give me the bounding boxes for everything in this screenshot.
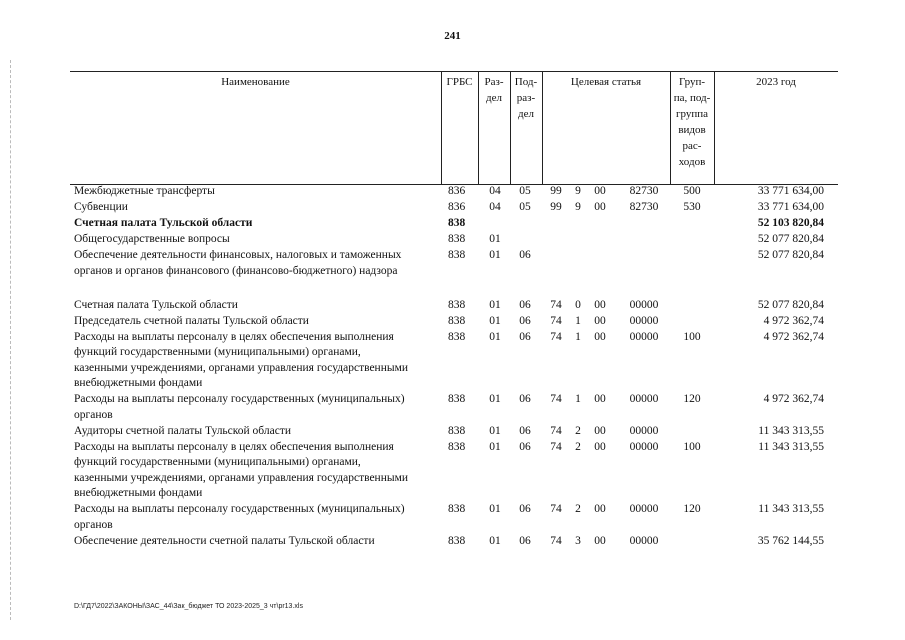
amount-cell: 4 972 362,74 — [763, 393, 824, 405]
row-name-line: внебюджетными фондами — [74, 377, 203, 389]
razdel-cell: 01 — [489, 393, 501, 405]
target-part4-cell: 00000 — [629, 330, 659, 343]
grbs-cell: 838 — [448, 424, 466, 437]
grbs-cell: 838 — [448, 330, 466, 343]
vid-cell: 100 — [683, 330, 701, 343]
row-name-line: функций государственными (муниципальными) органами, — [74, 346, 361, 358]
header-year: 2023 год — [756, 76, 796, 88]
grbs-cell: 838 — [448, 249, 466, 261]
grbs-cell: 838 — [448, 503, 466, 515]
row-name-cell — [74, 200, 442, 216]
vid-cell: 120 — [683, 393, 701, 405]
row-name-line: органов — [74, 518, 113, 531]
target-part2-cell: 9 — [575, 185, 581, 197]
row-name-cell — [74, 248, 442, 279]
header-razdel — [478, 72, 510, 184]
header-vid-line: Груп- — [678, 76, 706, 88]
target-part3-cell: 00 — [594, 393, 606, 405]
target-part4-cell: 00000 — [629, 314, 659, 327]
row-name-cell — [74, 330, 442, 392]
header-razdel-line: Раз- — [484, 76, 504, 88]
row-name-cell — [74, 216, 442, 232]
target-part4-cell: 00000 — [629, 393, 659, 405]
grbs-cell: 836 — [448, 201, 466, 213]
table-header — [70, 71, 838, 185]
amount-cell: 11 343 313,55 — [758, 440, 824, 453]
target-part2-cell: 1 — [575, 330, 581, 343]
razdel-cell: 01 — [489, 233, 501, 245]
target-part3-cell: 00 — [594, 503, 606, 515]
grbs-cell: 838 — [448, 314, 466, 327]
razdel-cell: 01 — [489, 249, 501, 261]
target-part1-cell: 74 — [550, 393, 562, 405]
row-name-line: Расходы на выплаты персоналу в целях обеспечения выполнения — [74, 440, 394, 453]
target-part1-cell: 74 — [550, 534, 562, 547]
header-grbs: ГРБС — [446, 76, 473, 88]
row-name-cell — [74, 534, 442, 550]
row-name-line: органов — [74, 408, 113, 421]
amount-cell: 52 103 820,84 — [757, 217, 824, 229]
header-target: Целевая статья — [570, 76, 642, 88]
podrazdel-cell: 06 — [519, 298, 531, 311]
row-name-cell — [74, 184, 442, 200]
target-part3-cell: 00 — [594, 330, 606, 343]
target-part2-cell: 1 — [575, 314, 581, 327]
podrazdel-cell: 06 — [519, 393, 531, 405]
podrazdel-cell: 05 — [519, 185, 531, 197]
target-part1-cell: 99 — [550, 201, 562, 213]
header-vid-line: видов — [678, 124, 706, 136]
vid-cell: 120 — [683, 503, 701, 515]
razdel-cell: 04 — [489, 185, 501, 197]
row-name-line: функций государственными (муниципальными) органами, — [74, 456, 361, 468]
target-part3-cell: 00 — [594, 185, 606, 197]
amount-cell: 35 762 144,55 — [757, 534, 824, 547]
podrazdel-cell: 06 — [519, 249, 531, 261]
row-name-line: казенными учреждениями, органами управления государственными — [74, 471, 409, 484]
amount-cell: 33 771 634,00 — [757, 185, 824, 197]
target-part2-cell: 9 — [575, 201, 581, 213]
target-part1-cell: 74 — [550, 503, 562, 515]
row-name-cell — [74, 440, 442, 502]
target-part1-cell: 74 — [550, 298, 562, 311]
header-vid-line: ходов — [678, 156, 706, 168]
grbs-cell: 838 — [448, 393, 466, 405]
target-part4-cell: 00000 — [629, 440, 659, 453]
row-name-line: казенными учреждениями, органами управления государственными — [74, 361, 409, 374]
razdel-cell: 01 — [489, 314, 501, 327]
target-part3-cell: 00 — [594, 201, 606, 213]
target-part2-cell: 2 — [575, 440, 581, 453]
razdel-cell: 01 — [489, 440, 501, 453]
footer-file-path: D:\ГД7\2022\ЗАКОНЫ\ЗАС_44\Зак_бюджет ТО 2023-2025_3 чт\pr13.xls — [74, 603, 303, 610]
header-podrazdel-line: дел — [518, 108, 534, 120]
row-name-line: Субвенции — [74, 201, 128, 213]
razdel-cell: 01 — [489, 330, 501, 343]
grbs-cell: 838 — [448, 534, 466, 547]
row-name-line: Аудиторы счетной палаты Тульской области — [74, 424, 292, 437]
header-vid-line: рас- — [682, 140, 702, 152]
row-name-line: Расходы на выплаты персоналу в целях обеспечения выполнения — [74, 330, 394, 343]
target-part2-cell: 0 — [575, 298, 581, 311]
row-name-line: Расходы на выплаты персоналу государственных (муниципальных) — [74, 393, 405, 405]
amount-cell: 52 077 820,84 — [757, 298, 824, 311]
target-part3-cell: 00 — [594, 440, 606, 453]
target-part1-cell: 74 — [550, 330, 562, 343]
podrazdel-cell: 06 — [519, 330, 531, 343]
podrazdel-cell: 05 — [519, 201, 531, 213]
grbs-cell: 838 — [448, 233, 466, 245]
row-name-cell — [74, 392, 442, 423]
vid-cell: 100 — [683, 440, 701, 453]
row-name-line: Обеспечение деятельности финансовых, налоговых и таможенных — [74, 249, 402, 261]
target-part3-cell: 00 — [594, 314, 606, 327]
target-part4-cell: 82730 — [629, 201, 659, 213]
header-vid-line: группа — [675, 108, 709, 120]
podrazdel-cell: 06 — [519, 534, 531, 547]
amount-cell: 4 972 362,74 — [763, 314, 824, 327]
target-part4-cell: 00000 — [629, 534, 659, 547]
row-name-line: Счетная палата Тульской области — [74, 298, 238, 311]
target-part2-cell: 2 — [575, 503, 581, 515]
header-podrazdel-line: Под- — [514, 76, 538, 88]
amount-cell: 4 972 362,74 — [763, 330, 824, 343]
podrazdel-cell: 06 — [519, 314, 531, 327]
row-name-cell — [74, 424, 442, 440]
row-name-cell — [74, 232, 442, 248]
row-name-line: Председатель счетной палаты Тульской области — [74, 314, 309, 327]
amount-cell: 52 077 820,84 — [757, 249, 824, 261]
razdel-cell: 01 — [489, 503, 501, 515]
podrazdel-cell: 06 — [519, 424, 531, 437]
target-part2-cell: 1 — [575, 393, 581, 405]
grbs-cell: 838 — [448, 298, 466, 311]
grbs-cell: 836 — [448, 185, 466, 197]
row-name-cell — [74, 314, 442, 330]
target-part4-cell: 00000 — [629, 424, 659, 437]
row-name-line: органов и органов финансового (финансово-бюджетного) надзора — [74, 264, 398, 277]
amount-cell: 33 771 634,00 — [757, 201, 824, 213]
row-name-line: внебюджетными фондами — [74, 487, 203, 499]
target-part3-cell: 00 — [594, 424, 606, 437]
row-name-cell — [74, 502, 442, 533]
grbs-cell: 838 — [448, 440, 466, 453]
header-razdel-line: дел — [486, 92, 502, 104]
vid-cell: 530 — [683, 201, 701, 213]
amount-cell: 52 077 820,84 — [757, 233, 824, 245]
razdel-cell: 01 — [489, 534, 501, 547]
row-name-line: Расходы на выплаты персоналу государственных (муниципальных) — [74, 503, 405, 515]
target-part1-cell: 74 — [550, 440, 562, 453]
header-name: Наименование — [221, 76, 290, 88]
page-number: 241 — [444, 30, 461, 42]
target-part3-cell: 00 — [594, 298, 606, 311]
target-part4-cell: 82730 — [629, 185, 659, 197]
header-vid — [670, 72, 714, 184]
scan-margin-line — [10, 60, 11, 620]
header-podrazdel-line: раз- — [516, 92, 536, 104]
razdel-cell: 04 — [489, 201, 501, 213]
row-name-cell — [74, 298, 442, 314]
podrazdel-cell: 06 — [519, 440, 531, 453]
grbs-cell: 838 — [448, 217, 466, 229]
row-name-line: Межбюджетные трансферты — [74, 185, 215, 197]
target-part1-cell: 99 — [550, 185, 562, 197]
target-part2-cell: 3 — [575, 534, 581, 547]
amount-cell: 11 343 313,55 — [758, 503, 824, 515]
row-name-line: Общегосударственные вопросы — [74, 233, 230, 245]
target-part4-cell: 00000 — [629, 503, 659, 515]
razdel-cell: 01 — [489, 424, 501, 437]
podrazdel-cell: 06 — [519, 503, 531, 515]
target-part2-cell: 2 — [575, 424, 581, 437]
razdel-cell: 01 — [489, 298, 501, 311]
row-name-line: Счетная палата Тульской области — [74, 217, 253, 229]
target-part1-cell: 74 — [550, 424, 562, 437]
target-part1-cell: 74 — [550, 314, 562, 327]
header-vid-line: па, под- — [673, 92, 711, 104]
row-name-line: Обеспечение деятельности счетной палаты Тульской области — [74, 534, 375, 547]
header-podrazdel — [510, 72, 542, 184]
target-part4-cell: 00000 — [629, 298, 659, 311]
vid-cell: 500 — [683, 185, 701, 197]
target-part3-cell: 00 — [594, 534, 606, 547]
amount-cell: 11 343 313,55 — [758, 424, 824, 437]
